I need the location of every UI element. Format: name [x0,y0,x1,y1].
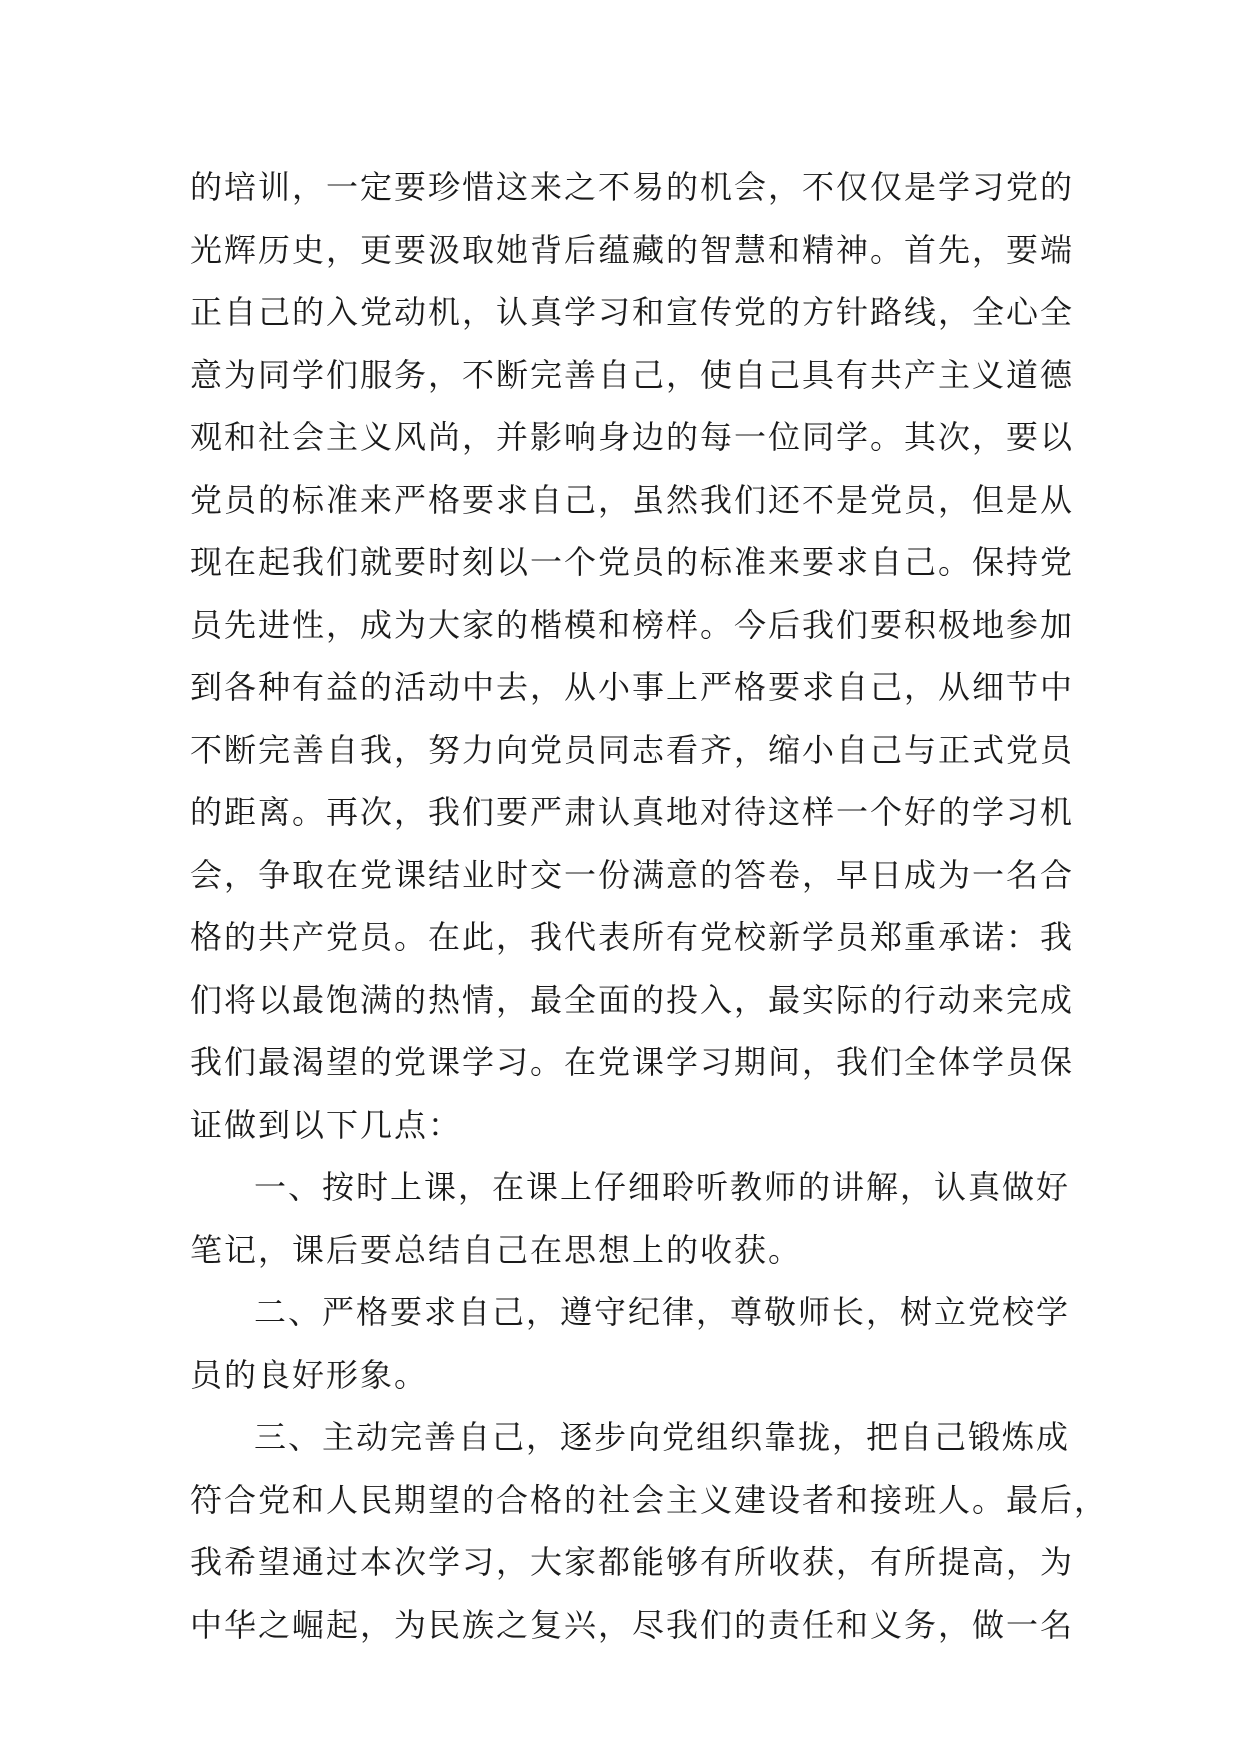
text-line: 意为同学们服务，不断完善自己，使自己具有共产主义道德 [190,355,1075,394]
text-line: 我希望通过本次学习，大家都能够有所收获，有所提高，为 [190,1543,1075,1581]
list-item-2: 二、严格要求自己，遵守纪律，尊敬师长，树立党校学 [254,1293,1071,1331]
text-line: 符合党和人民期望的合格的社会主义建设者和接班人。最后， [190,1480,1109,1519]
text-line: 不断完善自我，努力向党员同志看齐，缩小自己与正式党员 [190,730,1075,769]
list-item-3: 三、主动完善自己，逐步向党组织靠拢，把自己锻炼成 [254,1418,1071,1456]
text-line: 们将以最饱满的热情，最全面的投入，最实际的行动来完成 [190,980,1075,1019]
text-line: 光辉历史，更要汲取她背后蕴藏的智慧和精神。首先，要端 [190,230,1075,269]
text-line: 的培训，一定要珍惜这来之不易的机会，不仅仅是学习党的 [190,168,1075,206]
text-line: 观和社会主义风尚，并影响身边的每一位同学。其次，要以 [190,418,1075,456]
text-line: 员的良好形象。 [190,1355,429,1394]
text-line: 笔记，课后要总结自己在思想上的收获。 [190,1230,803,1269]
text-line: 正自己的入党动机，认真学习和宣传党的方针路线，全心全 [190,293,1075,331]
document-body [190,156,1109,1656]
text-line: 现在起我们就要时刻以一个党员的标准来要求自己。保持党 [190,543,1075,581]
text-line: 我们最渴望的党课学习。在党课学习期间，我们全体学员保 [190,1043,1075,1081]
text-line: 会，争取在党课结业时交一份满意的答卷，早日成为一名合 [190,855,1075,894]
text-line: 员先进性，成为大家的楷模和榜样。今后我们要积极地参加 [190,605,1075,644]
text-line: 到各种有益的活动中去，从小事上严格要求自己，从细节中 [190,668,1075,706]
list-item-1: 一、按时上课，在课上仔细聆听教师的讲解，认真做好 [254,1168,1071,1206]
text-line: 党员的标准来严格要求自己，虽然我们还不是党员，但是从 [190,480,1075,519]
text-line: 的距离。再次，我们要严肃认真地对待这样一个好的学习机 [190,793,1075,831]
text-line: 证做到以下几点： [190,1105,463,1144]
text-line: 格的共产党员。在此，我代表所有党校新学员郑重承诺：我 [190,918,1075,956]
text-line: 中华之崛起，为民族之复兴，尽我们的责任和义务，做一名 [190,1605,1075,1644]
